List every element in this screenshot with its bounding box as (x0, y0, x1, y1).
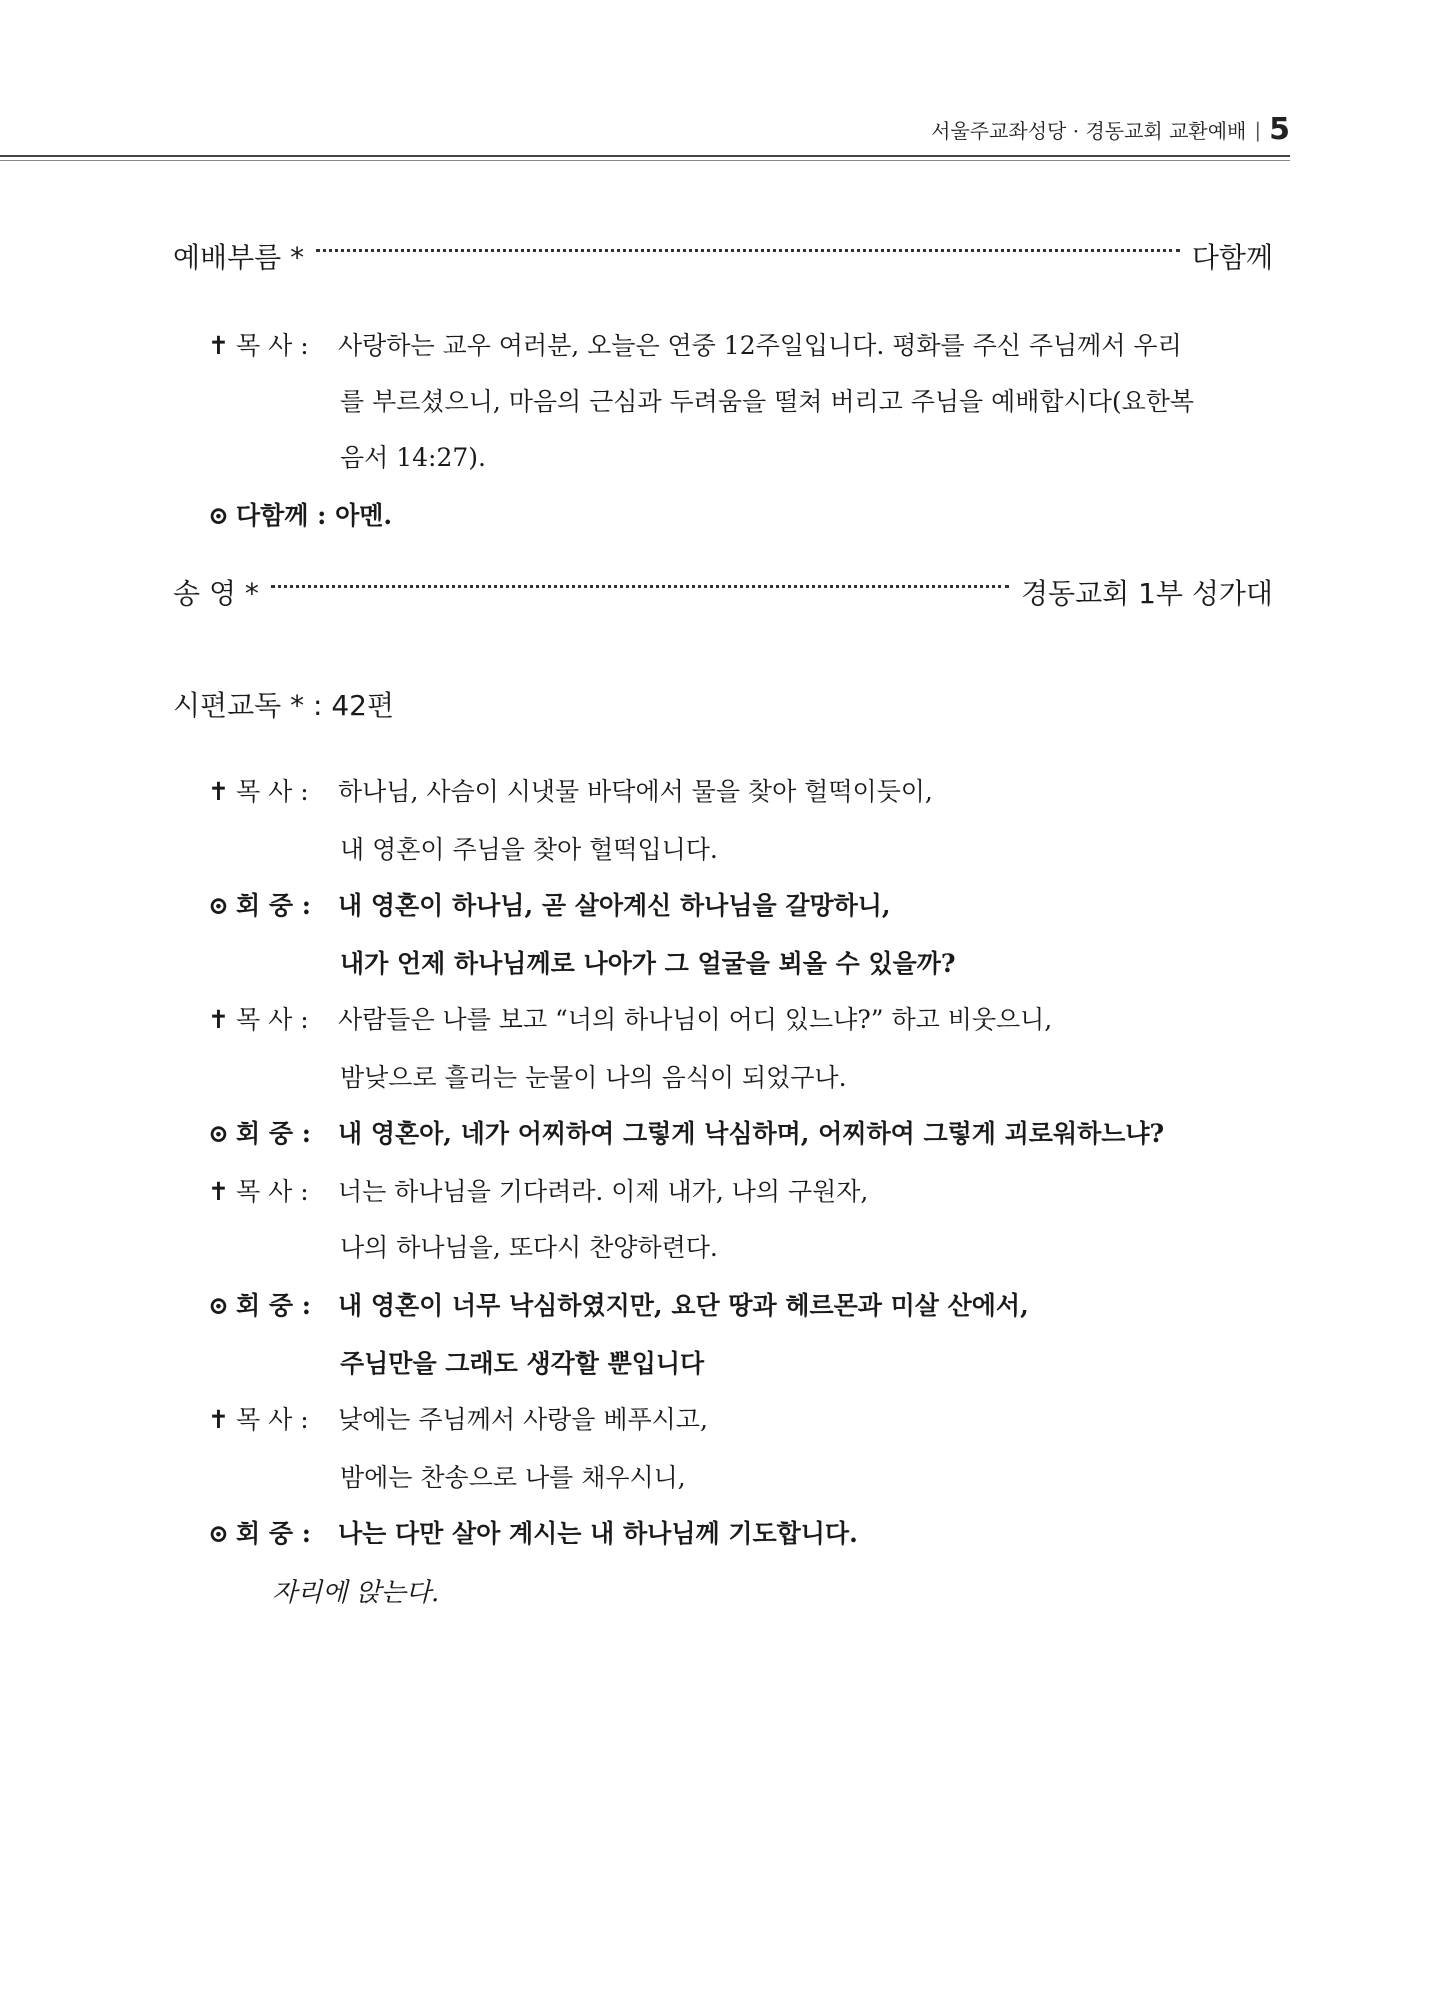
circle-dot-icon: ⊙ (208, 1519, 229, 1548)
call-to-worship-heading (173, 236, 1273, 276)
congregation-line (208, 1286, 1029, 1322)
page-number: 5 (1269, 112, 1290, 147)
role-label: 목 사 : (236, 777, 309, 806)
anthem-heading (173, 572, 1273, 612)
role-label: 다함께 : (236, 501, 327, 530)
cross-icon: ✝ (208, 1405, 229, 1434)
section-performer: 경동교회 1부 성가대 (1020, 577, 1273, 610)
role-label: 목 사 : (236, 331, 309, 360)
continuation-line: 주님만을 그래도 생각할 뿐입니다 (340, 1349, 705, 1378)
minister-line (208, 1172, 868, 1208)
line-text: 하나님, 사슴이 시냇물 바닥에서 물을 찾아 헐떡이듯이, (338, 777, 933, 806)
continuation-line: 내 영혼이 주님을 찾아 헐떡입니다. (340, 835, 718, 864)
section-title: 송 영 * (173, 577, 259, 610)
line-text: 사람들은 나를 보고 “너의 하나님이 어디 있느냐?” 하고 비웃으니, (338, 1005, 1053, 1034)
psalter-heading: 시편교독 * : 42편 (173, 689, 395, 722)
circle-dot-icon: ⊙ (208, 501, 229, 530)
role-label: 회 중 : (236, 1291, 311, 1320)
line-text: 낮에는 주님께서 사랑을 베푸시고, (338, 1405, 708, 1434)
circle-dot-icon: ⊙ (208, 1119, 229, 1148)
congregation-line (208, 886, 891, 922)
continuation-line: 내가 언제 하나님께로 나아가 그 얼굴을 뵈올 수 있을까? (340, 949, 956, 978)
minister-line (208, 772, 933, 808)
minister-line (208, 1400, 708, 1436)
section-performer: 다함께 (1191, 241, 1273, 274)
circle-dot-icon: ⊙ (208, 1291, 229, 1320)
line-text: 내 영혼이 하나님, 곧 살아계신 하나님을 갈망하니, (338, 891, 891, 920)
line-text: 나는 다만 살아 계시는 내 하나님께 기도합니다. (338, 1519, 858, 1548)
leader-dots (316, 249, 1180, 252)
line-text: 사랑하는 교우 여러분, 오늘은 연중 12주일입니다. 평화를 주신 주님께서 우리 (338, 331, 1182, 360)
role-label: 회 중 : (236, 1519, 311, 1548)
section-title: 예배부름 * (173, 241, 305, 274)
line-text: 내 영혼아, 네가 어찌하여 그렇게 낙심하며, 어찌하여 그렇게 괴로워하느냐? (338, 1119, 1165, 1148)
role-label: 목 사 : (236, 1005, 309, 1034)
role-label: 목 사 : (236, 1405, 309, 1434)
continuation-line: 나의 하나님을, 또다시 찬양하련다. (340, 1233, 718, 1262)
cross-icon: ✝ (208, 777, 229, 806)
header-separator: | (1254, 117, 1262, 142)
minister-line (208, 1000, 1052, 1036)
line-text: 내 영혼이 너무 낙심하였지만, 요단 땅과 헤르몬과 미살 산에서, (338, 1291, 1029, 1320)
continuation-line: 음서 14:27). (340, 443, 486, 472)
circle-dot-icon: ⊙ (208, 891, 229, 920)
cross-icon: ✝ (208, 331, 229, 360)
running-header (931, 112, 1290, 147)
continuation-line: 를 부르셨으니, 마음의 근심과 두려움을 떨쳐 버리고 주님을 예배합시다(요한복 (340, 387, 1195, 416)
cross-icon: ✝ (208, 1005, 229, 1034)
line-text: 아멘. (335, 501, 393, 530)
role-label: 회 중 : (236, 891, 311, 920)
all-line (208, 496, 392, 532)
header-rule (0, 155, 1290, 161)
congregation-line (208, 1114, 1164, 1150)
leader-dots (271, 585, 1009, 588)
congregation-line (208, 1514, 858, 1550)
continuation-line: 밤에는 찬송으로 나를 채우시니, (340, 1463, 686, 1492)
line-text: 너는 하나님을 기다려라. 이제 내가, 나의 구원자, (338, 1177, 869, 1206)
role-label: 회 중 : (236, 1119, 311, 1148)
role-label: 목 사 : (236, 1177, 309, 1206)
running-title: 서울주교좌성당 · 경동교회 교환예배 (931, 119, 1247, 143)
minister-line (208, 326, 1182, 362)
continuation-line: 밤낮으로 흘리는 눈물이 나의 음식이 되었구나. (340, 1063, 847, 1092)
cross-icon: ✝ (208, 1177, 229, 1206)
rubric-note: 자리에 앉는다. (272, 1578, 440, 1608)
